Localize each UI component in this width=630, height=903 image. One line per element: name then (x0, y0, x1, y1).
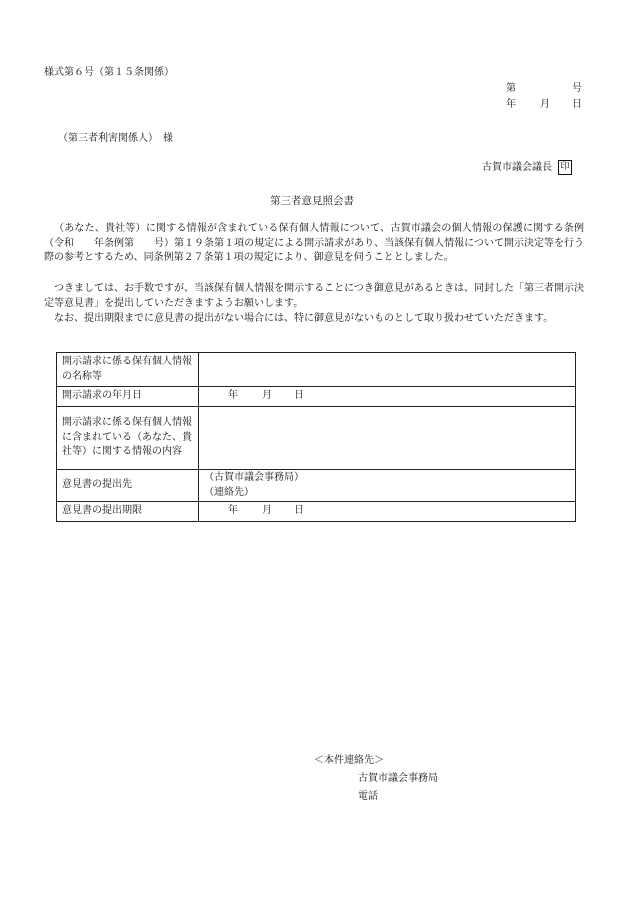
deadline-date-cell (199, 502, 576, 522)
table-row (57, 407, 576, 470)
body-paragraph-2: つきましては、お手数ですが、当該保有個人情報を開示することにつき御意見があるときは、同封した「第三者開示決定等意見書」を提出していただきますようお願いします。 (44, 283, 584, 309)
body-paragraph-1: （あなた、貴社等）に関する情報が含まれている保有個人情報について、古賀市議会の個人情報の保護に関する条例（令和 年条例第 号）第１９条第１項の規定による開示請求があり、当該保有個人情報について開示決定等を行う際の参考とするため、同条例第２７条第１項の規定により、御意見を伺うこととしました。 (44, 223, 584, 264)
request-date-cell (199, 387, 576, 407)
table-value (199, 353, 576, 387)
document-number-suffix: 号 (572, 83, 582, 94)
date-year: 年 (228, 390, 238, 402)
issue-date-month: 月 (540, 99, 550, 110)
body-paragraph-3: なお、提出期限までに意見書の提出がない場合には、特に御意見がないものとして取り扱わせていただきます。 (54, 313, 554, 324)
table-row (57, 387, 576, 407)
destination-office: （古賀市議会事務局） (204, 472, 304, 483)
destination-contact: （連絡先） (204, 486, 254, 498)
table-row (57, 470, 576, 502)
sender-block (482, 160, 572, 175)
date-month: 月 (262, 390, 272, 402)
table-value (199, 407, 576, 470)
table-row (57, 353, 576, 387)
table-label: 意見書の提出先 (57, 470, 199, 502)
request-info-table (56, 352, 576, 522)
document-title: 第三者意見照会書 (270, 195, 354, 207)
table-label: 意見書の提出期限 (57, 502, 199, 522)
form-number-label: 様式第６号（第１５条関係） (44, 67, 174, 78)
date-day: 日 (294, 505, 304, 517)
addressee: （第三者利害関係人） 様 (58, 133, 173, 144)
contact-phone-label: 電話 (358, 791, 378, 802)
date-day: 日 (294, 390, 304, 402)
table-label: 開示請求に係る保有個人情報に含まれている（あなた、貴社等）に関する情報の内容 (57, 407, 199, 470)
seal-mark: 印 (558, 160, 572, 175)
table-label: 開示請求の年月日 (57, 387, 199, 407)
date-year: 年 (228, 505, 238, 517)
contact-organization: 古賀市議会事務局 (358, 773, 438, 784)
document-number-prefix: 第 (506, 83, 516, 94)
issue-date-year: 年 (506, 99, 516, 110)
table-label: 開示請求に係る保有個人情報の名称等 (57, 353, 199, 387)
sender-name: 古賀市議会議長 (482, 161, 552, 173)
table-row (57, 502, 576, 522)
date-month: 月 (262, 505, 272, 517)
contact-heading: ＜本件連絡先＞ (314, 755, 384, 766)
submission-destination-cell (199, 470, 576, 502)
issue-date-day: 日 (572, 99, 582, 110)
